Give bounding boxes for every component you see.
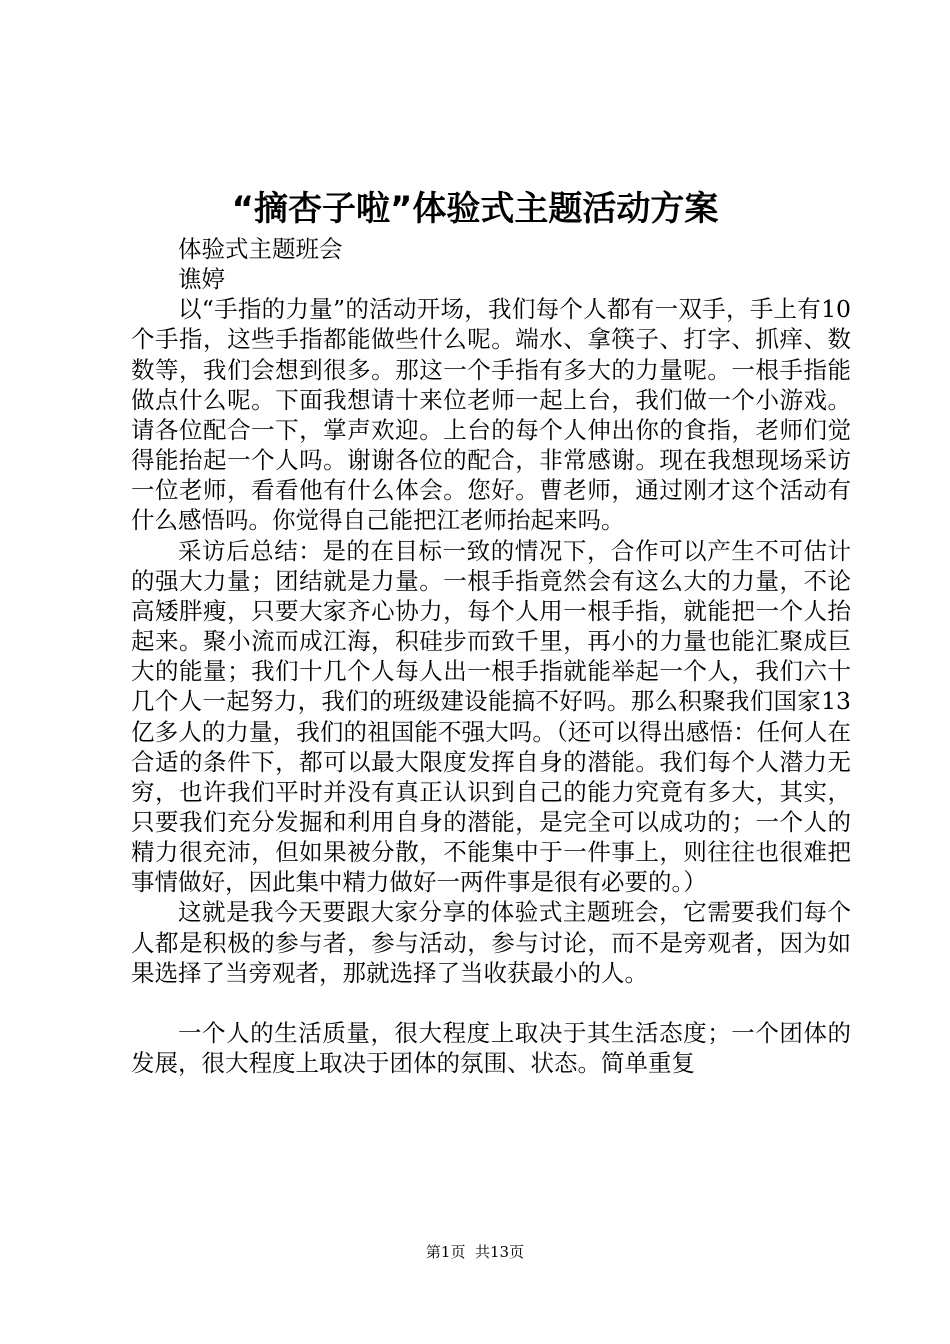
paragraph: 以“手指的力量”的活动开场，我们每个人都有一双手，手上有10个手指，这些手指都能做些什么呢。端水、拿筷子、打字、抓痒、数数等，我们会想到很多。那这一个手指有多大的力量呢。一根手指能做点什么呢。下面我想请十来位老师一起上台，我们做一个小游戏。请各位配合一下，掌声欢迎。上台的每个人伸出你的食指，老师们觉得能抬起一个人吗。谢谢各位的配合，非常感谢。现在我想现场采访一位老师，看看他有什么体会。您好。曹老师，通过刚才这个活动有什么感悟吗。你觉得自己能把江老师抬起来吗。 bbox=[131, 295, 851, 535]
paragraph: 采访后总结：是的在目标一致的情况下，合作可以产生不可估计的强大力量；团结就是力量。一根手指竟然会有这么大的力量，不论高矮胖瘦，只要大家齐心协力，每个人用一根手指，就能把一个人抬起来。聚小流而成江海，积硅步而致千里，再小的力量也能汇聚成巨大的能量；我们十几个人每人出一根手指就能举起一个人，我们六十几个人一起努力，我们的班级建设能搞不好吗。那么积聚我们国家13亿多人的力量，我们的祖国能不强大吗。（还可以得出感悟：任何人在合适的条件下，都可以最大限度发挥自身的潜能。我们每个人潜力无穷，也许我们平时并没有真正认识到自己的能力究竟有多大，其实，只要我们充分发掘和利用自身的潜能，是完全可以成功的；一个人的精力很充沛，但如果被分散，不能集中于一件事上，则往往也很难把事情做好，因此集中精力做好一两件事是很有必要的。） bbox=[131, 536, 851, 897]
document-body bbox=[131, 234, 851, 1078]
page-footer bbox=[0, 1240, 950, 1264]
page-total: 共13页 bbox=[475, 1243, 525, 1261]
author-line: 谯婷 bbox=[178, 265, 225, 294]
paragraph: 一个人的生活质量，很大程度上取决于其生活态度；一个团体的发展，很大程度上取决于团体的氛围、状态。简单重复 bbox=[131, 1018, 851, 1078]
paragraph: 这就是我今天要跟大家分享的体验式主题班会，它需要我们每个人都是积极的参与者，参与活动，参与讨论，而不是旁观者，因为如果选择了当旁观者，那就选择了当收获最小的人。 bbox=[131, 898, 851, 987]
document-title: “摘杏子啦”体验式主题活动方案 bbox=[231, 189, 719, 229]
subtitle-line: 体验式主题班会 bbox=[178, 235, 343, 263]
page-number: 第1页 bbox=[425, 1243, 466, 1261]
